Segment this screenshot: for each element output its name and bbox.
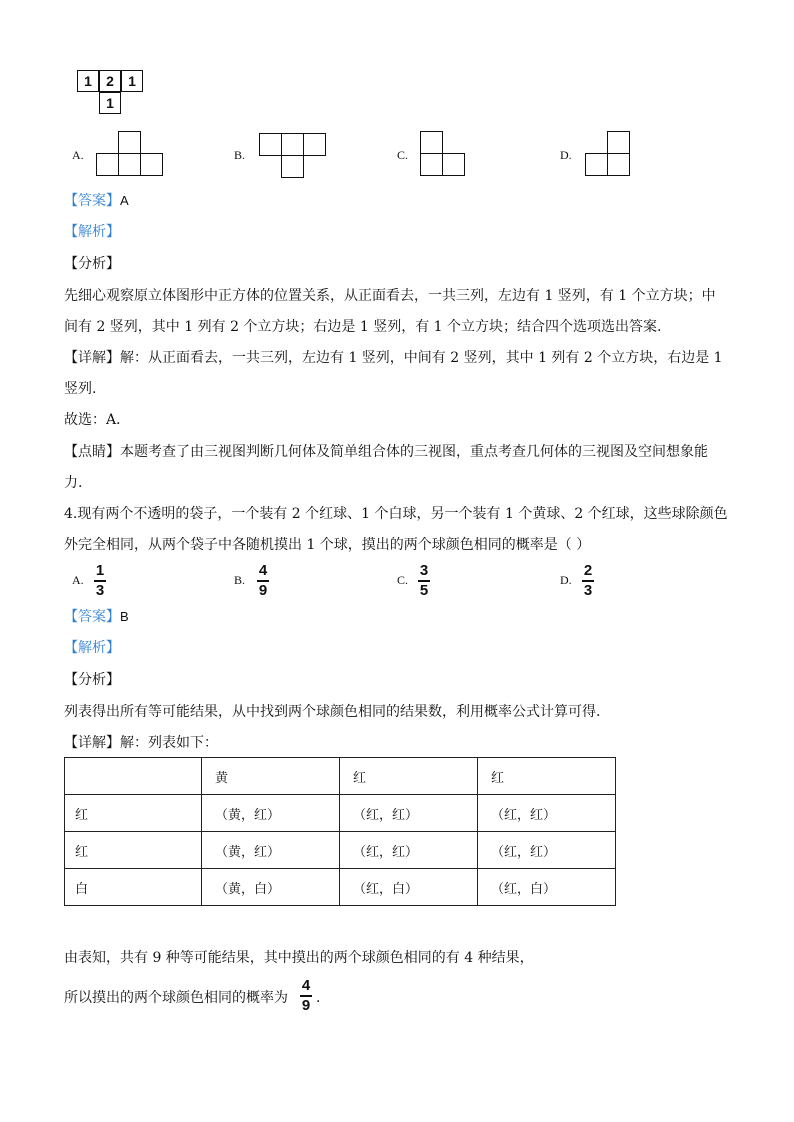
table-cell: 红 <box>65 832 202 869</box>
table-cell: （红，红） <box>340 832 478 869</box>
q4-conclusion-line2 <box>64 988 288 1008</box>
fraction-numerator: 4 <box>301 977 311 994</box>
option-fraction <box>253 563 273 599</box>
fraction-numerator: 1 <box>95 562 105 579</box>
q4-stem-line1: 4.现有两个不透明的袋子，一个装有 2 个红球、1 个白球，另一个装有 1 个黄球、2 个红球，这些球除颜色 <box>64 506 728 522</box>
conclusion-text: 所以摸出的两个球颜色相同的概率为 <box>64 990 288 1006</box>
q4-stem-line2: 外完全相同，从两个袋子中各随机摸出 1 个球，摸出的两个球颜色相同的概率是（ ） <box>64 537 591 553</box>
answer-value: B <box>120 609 129 624</box>
q3-dianjing <box>64 442 708 462</box>
top-view-cell: 1 <box>77 70 99 92</box>
figure-square <box>259 133 282 156</box>
fraction-numerator: 2 <box>583 562 593 579</box>
fraction-denominator: 9 <box>301 996 311 1014</box>
fraction-denominator: 9 <box>258 581 268 599</box>
q4-conclusion-line1: 由表知，共有 9 种等可能结果，其中摸出的两个球颜色相同的有 4 种结果， <box>64 950 534 966</box>
table-cell: 白 <box>65 869 202 906</box>
option-fraction <box>90 563 110 599</box>
answer-tag: 【答案】 <box>64 193 120 209</box>
answer-tag: 【答案】 <box>64 609 120 625</box>
option-fraction <box>414 563 434 599</box>
q3-answer <box>64 191 129 211</box>
q3-fenxi-line2: 间有 2 竖列，其中 1 列有 2 个立方块；右边是 1 竖列，有 1 个立方块；结合四个选项选出答案. <box>64 319 662 335</box>
q4-fenxi-tag: 【分析】 <box>64 672 120 688</box>
figure-square <box>118 131 141 154</box>
figure-square <box>118 153 141 176</box>
option-label: B. <box>234 573 246 587</box>
table-cell: 红 <box>478 758 616 795</box>
option-fraction <box>578 563 598 599</box>
answer-value: A <box>120 193 129 208</box>
detail-tag: 【详解】 <box>64 735 120 751</box>
top-view-cell: 2 <box>99 70 121 92</box>
q3-detail-line2: 竖列. <box>64 381 97 397</box>
conclusion-period: . <box>316 990 321 1006</box>
option-label: A. <box>72 148 84 162</box>
dianjing-tag: 【点睛】 <box>64 444 120 460</box>
figure-square <box>281 133 304 156</box>
q3-detail <box>64 348 723 368</box>
option-label: C. <box>397 573 409 587</box>
figure-square <box>607 131 630 154</box>
table-cell: （黄，白） <box>202 869 340 906</box>
option-label: C. <box>397 148 409 162</box>
conclusion-fraction <box>296 978 316 1014</box>
probability-table <box>64 757 616 906</box>
detail-text: 解：列表如下： <box>120 735 218 751</box>
fraction-numerator: 3 <box>419 562 429 579</box>
fraction-denominator: 3 <box>583 581 593 599</box>
q3-choose: 故选：A． <box>64 412 131 428</box>
figure-square <box>585 153 608 176</box>
q4-detail <box>64 733 218 753</box>
figure-square <box>140 153 163 176</box>
fraction-denominator: 5 <box>419 581 429 599</box>
detail-text: 解：从正面看去，一共三列，左边有 1 竖列，中间有 2 竖列，其中 1 列有 2 个立方块，右边是 1 <box>120 350 723 366</box>
q4-fenxi-line: 列表得出所有等可能结果，从中找到两个球颜色相同的结果数，利用概率公式计算可得. <box>64 704 601 720</box>
table-cell: （黄，红） <box>202 832 340 869</box>
table-row <box>65 832 616 869</box>
q4-answer <box>64 607 129 627</box>
option-label: B. <box>234 148 246 162</box>
figure-square <box>442 153 465 176</box>
table-cell: （红，白） <box>478 869 616 906</box>
detail-tag: 【详解】 <box>64 350 120 366</box>
table-row <box>65 795 616 832</box>
table-row <box>65 869 616 906</box>
figure-square <box>303 133 326 156</box>
figure-square <box>420 153 443 176</box>
option-label: A. <box>72 573 84 587</box>
figure-square <box>607 153 630 176</box>
table-cell: 红 <box>340 758 478 795</box>
q3-analysis-tag: 【解析】 <box>64 224 120 240</box>
q3-dianjing-line2: 力. <box>64 475 83 491</box>
table-cell <box>65 758 202 795</box>
table-cell: （红，红） <box>340 795 478 832</box>
q3-fenxi-tag: 【分析】 <box>64 256 120 272</box>
table-header-row <box>65 758 616 795</box>
table-cell: （红，白） <box>340 869 478 906</box>
table-cell: 红 <box>65 795 202 832</box>
table-cell: （红，红） <box>478 832 616 869</box>
top-view-cell: 1 <box>99 92 121 114</box>
fraction-numerator: 4 <box>258 562 268 579</box>
q3-fenxi-line1: 先细心观察原立体图形中正方体的位置关系，从正面看去，一共三列，左边有 1 竖列，有 1 个立方块；中 <box>64 288 716 304</box>
figure-square <box>281 155 304 178</box>
figure-square <box>96 153 119 176</box>
option-label: D. <box>560 148 572 162</box>
fraction-denominator: 3 <box>95 581 105 599</box>
dianjing-text: 本题考查了由三视图判断几何体及简单组合体的三视图，重点考查几何体的三视图及空间想象能 <box>120 444 708 460</box>
top-view-cell: 1 <box>121 70 143 92</box>
figure-square <box>420 131 443 154</box>
table-cell: （黄，红） <box>202 795 340 832</box>
option-label: D. <box>560 573 572 587</box>
table-cell: 黄 <box>202 758 340 795</box>
q4-analysis-tag: 【解析】 <box>64 640 120 656</box>
table-cell: （红，红） <box>478 795 616 832</box>
